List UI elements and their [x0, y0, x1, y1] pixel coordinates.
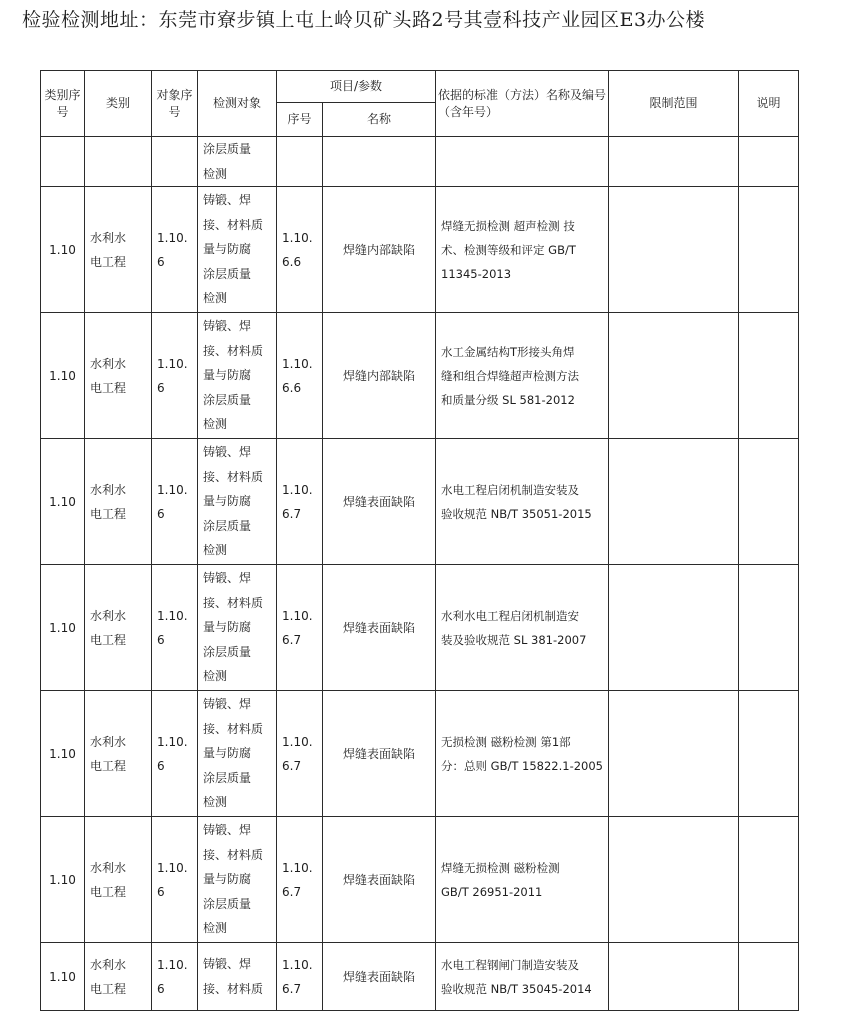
table-row	[41, 943, 799, 1011]
header-obj-no: 对象序号	[152, 71, 198, 137]
obj_no-line: 6	[157, 632, 165, 647]
cell-cat-no: 1.10	[41, 313, 85, 439]
cell-obj-no	[152, 691, 198, 817]
cell-standard	[436, 439, 609, 565]
seq-line: 1.10.	[282, 957, 313, 972]
obj_no-line: 6	[157, 506, 165, 521]
obj_no-line: 1.10.	[157, 734, 188, 749]
obj_lines-line: 检测	[203, 543, 228, 558]
cell-category	[85, 565, 152, 691]
obj_no-line: 1.10.	[157, 356, 188, 371]
table-row	[41, 137, 799, 187]
standard-line: 和质量分级 SL 581-2012	[441, 392, 575, 407]
obj_lines-line: 铸锻、焊	[203, 823, 252, 838]
seq-line: 1.10.	[282, 860, 313, 875]
cell-name: 焊缝表面缺陷	[323, 691, 436, 817]
cell-obj-no	[152, 137, 198, 187]
table-row	[41, 439, 799, 565]
cell-obj-no	[152, 943, 198, 1011]
cell-seq	[277, 943, 323, 1011]
standard-line: 水利水电工程启闭机制造安	[441, 608, 580, 623]
cell-name: 焊缝表面缺陷	[323, 943, 436, 1011]
seq-line: 1.10.	[282, 608, 313, 623]
obj_no-line: 6	[157, 758, 165, 773]
cell-obj	[198, 817, 277, 943]
cell-note	[739, 439, 799, 565]
header-category: 类别	[85, 71, 152, 137]
obj_lines-line: 接、材料质	[203, 981, 264, 996]
category-line: 电工程	[90, 884, 127, 899]
standard-line: 验收规范 NB/T 35051-2015	[441, 506, 592, 521]
cell-standard	[436, 691, 609, 817]
seq-line: 1.10.	[282, 230, 313, 245]
standard-line: 验收规范 NB/T 35045-2014	[441, 981, 592, 996]
cell-obj-no	[152, 565, 198, 691]
header-item-param: 项目/参数	[277, 71, 436, 103]
cell-obj-no	[152, 313, 198, 439]
cell-standard	[436, 565, 609, 691]
obj_lines-line: 量与防腐	[203, 872, 252, 887]
cell-name	[323, 137, 436, 187]
category-line: 水利水	[90, 734, 127, 749]
obj_lines-line: 量与防腐	[203, 242, 252, 257]
obj_lines-line: 检测	[203, 417, 228, 432]
obj_no-line: 1.10.	[157, 482, 188, 497]
cell-note	[739, 817, 799, 943]
cell-obj	[198, 565, 277, 691]
obj_lines-line: 检测	[203, 921, 228, 936]
cell-cat-no: 1.10	[41, 439, 85, 565]
scope-table	[40, 70, 799, 1011]
cell-seq	[277, 691, 323, 817]
obj_lines-line: 铸锻、焊	[203, 445, 252, 460]
standard-line: 焊缝无损检测 磁粉检测	[441, 860, 560, 875]
category-line: 水利水	[90, 860, 127, 875]
category-line: 水利水	[90, 608, 127, 623]
category-line: 电工程	[90, 506, 127, 521]
standard-line: GB/T 26951-2011	[441, 884, 543, 899]
header-limit: 限制范围	[609, 71, 739, 137]
cell-seq	[277, 439, 323, 565]
standard-line: 术、检测等级和评定 GB/T	[441, 242, 576, 257]
cell-name: 焊缝内部缺陷	[323, 313, 436, 439]
seq-line: 1.10.	[282, 356, 313, 371]
category-line: 电工程	[90, 981, 127, 996]
cell-note	[739, 943, 799, 1011]
obj_lines-line: 接、材料质	[203, 217, 264, 232]
cell-category	[85, 817, 152, 943]
seq-line: 6.7	[282, 632, 302, 647]
standard-line: 焊缝无损检测 超声检测 技	[441, 218, 575, 233]
cell-cat-no: 1.10	[41, 943, 85, 1011]
standard-line: 无损检测 磁粉检测 第1部	[441, 734, 571, 749]
obj_lines-line: 涂层质量	[203, 644, 252, 659]
obj_lines-line: 接、材料质	[203, 721, 264, 736]
cell-standard	[436, 817, 609, 943]
obj_lines-line: 接、材料质	[203, 343, 264, 358]
category-line: 电工程	[90, 632, 127, 647]
obj_lines-line: 铸锻、焊	[203, 957, 252, 971]
standard-line: 水电工程启闭机制造安装及	[441, 482, 580, 497]
obj_lines-line: 检测	[203, 795, 228, 810]
seq-line: 1.10.	[282, 482, 313, 497]
header-name: 名称	[323, 103, 436, 137]
obj_no-line: 6	[157, 254, 165, 269]
obj_lines-line: 接、材料质	[203, 595, 264, 610]
category-line: 水利水	[90, 230, 127, 245]
obj_lines-line: 铸锻、焊	[203, 697, 252, 712]
cell-note	[739, 187, 799, 313]
obj_lines-line: 量与防腐	[203, 620, 252, 635]
cell-limit	[609, 691, 739, 817]
cell-note	[739, 313, 799, 439]
obj-line: 涂层质量	[203, 142, 252, 156]
cell-seq	[277, 313, 323, 439]
cell-obj	[198, 691, 277, 817]
cell-seq	[277, 565, 323, 691]
category-line: 水利水	[90, 957, 127, 972]
obj_lines-line: 量与防腐	[203, 494, 252, 509]
table-row	[41, 187, 799, 313]
seq-line: 6.7	[282, 506, 302, 521]
cell-limit	[609, 313, 739, 439]
cell-category	[85, 187, 152, 313]
obj_lines-line: 接、材料质	[203, 469, 264, 484]
cell-standard	[436, 187, 609, 313]
standard-line: 11345-2013	[441, 266, 512, 281]
cell-note	[739, 691, 799, 817]
seq-line: 6.6	[282, 254, 302, 269]
seq-line: 6.7	[282, 884, 302, 899]
cell-limit	[609, 943, 739, 1011]
obj_lines-line: 涂层质量	[203, 770, 252, 785]
seq-line: 1.10.	[282, 734, 313, 749]
obj_lines-line: 涂层质量	[203, 392, 252, 407]
table-row	[41, 691, 799, 817]
standard-line: 水工金属结构T形接头角焊	[441, 344, 575, 359]
standard-line: 水电工程钢闸门制造安装及	[441, 957, 580, 972]
header-cat-no: 类别序号	[41, 71, 85, 137]
cell-obj	[198, 187, 277, 313]
obj_no-line: 1.10.	[157, 860, 188, 875]
standard-line: 缝和组合焊缝超声检测方法	[441, 368, 580, 383]
cell-obj-no	[152, 439, 198, 565]
cell-name: 焊缝表面缺陷	[323, 565, 436, 691]
obj_lines-line: 铸锻、焊	[203, 193, 252, 208]
obj_no-line: 6	[157, 981, 165, 996]
table-row	[41, 565, 799, 691]
obj_lines-line: 量与防腐	[203, 746, 252, 761]
category-line: 电工程	[90, 758, 127, 773]
cell-obj	[198, 439, 277, 565]
cell-seq	[277, 817, 323, 943]
cell-limit	[609, 187, 739, 313]
cell-obj	[198, 943, 277, 1011]
cell-seq	[277, 137, 323, 187]
cell-seq	[277, 187, 323, 313]
cell-obj-no	[152, 817, 198, 943]
cell-cat-no: 1.10	[41, 817, 85, 943]
cell-category	[85, 691, 152, 817]
obj_no-line: 6	[157, 380, 165, 395]
cell-limit	[609, 565, 739, 691]
cell-cat-no: 1.10	[41, 565, 85, 691]
category-line: 水利水	[90, 482, 127, 497]
cell-category	[85, 313, 152, 439]
seq-line: 6.7	[282, 981, 302, 996]
cell-note	[739, 565, 799, 691]
cell-note	[739, 137, 799, 187]
cell-name: 焊缝表面缺陷	[323, 439, 436, 565]
obj_lines-line: 涂层质量	[203, 518, 252, 533]
cell-cat-no	[41, 137, 85, 187]
cell-obj	[198, 137, 277, 187]
cell-category	[85, 137, 152, 187]
obj-line: 检测	[203, 166, 228, 181]
header-standard: 依据的标准（方法）名称及编号（含年号）	[436, 71, 609, 137]
obj_lines-line: 检测	[203, 669, 228, 684]
seq-line: 6.7	[282, 758, 302, 773]
cell-standard	[436, 137, 609, 187]
cell-limit	[609, 439, 739, 565]
header-obj: 检测对象	[198, 71, 277, 137]
obj_lines-line: 铸锻、焊	[203, 571, 252, 586]
obj_lines-line: 检测	[203, 291, 228, 306]
category-line: 电工程	[90, 380, 127, 395]
cell-cat-no: 1.10	[41, 187, 85, 313]
obj_lines-line: 涂层质量	[203, 266, 252, 281]
category-line: 水利水	[90, 356, 127, 371]
standard-line: 装及验收规范 SL 381-2007	[441, 632, 587, 647]
table-row	[41, 817, 799, 943]
cell-obj-no	[152, 187, 198, 313]
obj_lines-line: 铸锻、焊	[203, 319, 252, 334]
standard-line: 分：总则 GB/T 15822.1-2005	[441, 758, 603, 773]
obj_lines-line: 量与防腐	[203, 368, 252, 383]
cell-cat-no: 1.10	[41, 691, 85, 817]
cell-obj	[198, 313, 277, 439]
cell-limit	[609, 137, 739, 187]
obj_no-line: 1.10.	[157, 230, 188, 245]
table-row	[41, 313, 799, 439]
category-line: 电工程	[90, 254, 127, 269]
obj_lines-line: 接、材料质	[203, 847, 264, 862]
cell-category	[85, 943, 152, 1011]
obj_no-line: 1.10.	[157, 957, 188, 972]
cell-name: 焊缝表面缺陷	[323, 817, 436, 943]
obj_no-line: 1.10.	[157, 608, 188, 623]
page-title: 检验检测地址：东莞市寮步镇上屯上岭贝矿头路2号其壹科技产业园区E3办公楼	[22, 9, 706, 31]
cell-standard	[436, 313, 609, 439]
obj_no-line: 6	[157, 884, 165, 899]
cell-category	[85, 439, 152, 565]
obj_lines-line: 涂层质量	[203, 896, 252, 911]
cell-standard	[436, 943, 609, 1011]
cell-limit	[609, 817, 739, 943]
header-note: 说明	[739, 71, 799, 137]
seq-line: 6.6	[282, 380, 302, 395]
header-seq: 序号	[277, 103, 323, 137]
cell-name: 焊缝内部缺陷	[323, 187, 436, 313]
